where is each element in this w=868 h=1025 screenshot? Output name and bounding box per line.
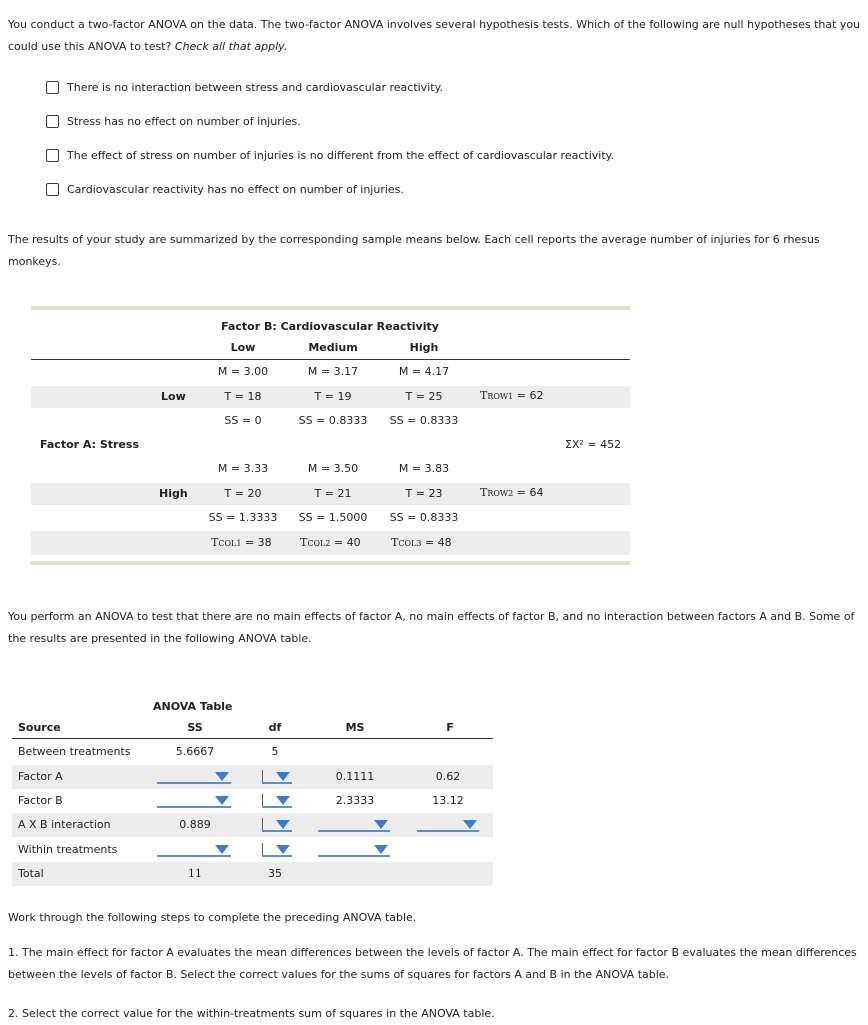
- anova-header-rule: [12, 738, 493, 739]
- option-label: The effect of stress on number of injuries is no different from the effect of cardiovascular reactivity.: [67, 148, 615, 162]
- cell-m: M = 3.50: [307, 462, 359, 475]
- table-top-band: [31, 306, 630, 310]
- cell-t: T = 21: [314, 487, 352, 500]
- factor-a-df-dropdown[interactable]: [262, 770, 292, 784]
- cell-m: M = 3.00: [217, 365, 269, 378]
- between-ss: 5.6667: [175, 745, 215, 758]
- cell-t: T = 18: [224, 390, 262, 403]
- factor-b-high: High: [409, 341, 439, 354]
- factor-a-title: Factor A: Stress: [40, 438, 139, 451]
- checkbox[interactable]: [46, 183, 59, 196]
- cell-t: T = 20: [224, 487, 262, 500]
- option-label: Cardiovascular reactivity has no effect on number of injuries.: [67, 182, 404, 196]
- question-text: You conduct a two-factor ANOVA on the data. The two-factor ANOVA involves several hypothesis tests. Which of the following are null hypotheses that you could use this ANOVA to test? Check all that apply.: [8, 18, 861, 53]
- checkbox[interactable]: [46, 149, 59, 162]
- factor-b-df-dropdown[interactable]: [262, 794, 292, 808]
- anova-title: ANOVA Table: [153, 700, 233, 713]
- cell-ss: SS = 0.8333: [298, 414, 368, 427]
- cell-t: T = 19: [314, 390, 352, 403]
- col1-total: TCOL1 = 38: [211, 536, 272, 549]
- factor-b-title: Factor B: Cardiovascular Reactivity: [221, 320, 439, 333]
- factor-a-ss-dropdown[interactable]: [157, 770, 231, 784]
- header-rule: [31, 359, 630, 360]
- sum-x2: ΣX² = 452: [565, 438, 622, 451]
- step-1: 1. The main effect for factor A evaluates the mean differences between the levels of factor A. The main effect for factor B evaluates the mean differences between the levels of factor B. Select the correct values for the sums of squares for factors A and B in the ANOVA table.: [8, 946, 857, 981]
- steps-intro: Work through the following steps to complete the preceding ANOVA table.: [8, 911, 417, 924]
- row2-total: TROW2 = 64: [480, 486, 544, 499]
- header-ms: MS: [345, 721, 365, 734]
- row-factor-b-label: Factor B: [18, 794, 63, 807]
- within-df-dropdown[interactable]: [262, 843, 292, 857]
- results-text: The results of your study are summarized by the corresponding sample means below. Each cell reports the average number of injuries for 6 rhesus monkeys.: [8, 233, 820, 268]
- factor-b-ss-dropdown[interactable]: [157, 794, 231, 808]
- header-source: Source: [18, 721, 61, 734]
- row-within-label: Within treatments: [18, 843, 118, 856]
- interaction-ms-dropdown[interactable]: [318, 818, 390, 832]
- row1-total: TROW1 = 62: [480, 389, 544, 402]
- factor-b-ms: 2.3333: [335, 794, 375, 807]
- between-df: 5: [271, 745, 279, 758]
- option-label: There is no interaction between stress and cardiovascular reactivity.: [67, 80, 444, 94]
- cell-m: M = 3.17: [307, 365, 359, 378]
- factor-a-f: 0.62: [435, 770, 461, 783]
- option-reactivity-effect[interactable]: [46, 180, 404, 198]
- row-shade: [12, 862, 493, 886]
- checkbox[interactable]: [46, 81, 59, 94]
- row-high-label: High: [159, 487, 188, 500]
- total-df: 35: [268, 867, 282, 880]
- option-stress-effect[interactable]: [46, 112, 301, 130]
- col2-total: TCOL2 = 40: [300, 536, 361, 549]
- cell-ss: SS = 0.8333: [389, 511, 459, 524]
- factor-b-low: Low: [230, 341, 256, 354]
- cell-ss: SS = 1.5000: [298, 511, 368, 524]
- header-ss: SS: [187, 721, 203, 734]
- option-effect-comparison[interactable]: [46, 146, 614, 164]
- factor-a-ms: 0.1111: [335, 770, 375, 783]
- row-between-label: Between treatments: [18, 745, 131, 758]
- cell-ss: SS = 1.3333: [208, 511, 278, 524]
- cell-ss: SS = 0.8333: [389, 414, 459, 427]
- header-df: df: [268, 721, 282, 734]
- col3-total: TCOL3 = 48: [391, 536, 452, 549]
- question-instruction: Check all that apply.: [174, 40, 288, 53]
- cell-m: M = 3.33: [217, 462, 269, 475]
- factor-b-medium: Medium: [308, 341, 358, 354]
- row-low-label: Low: [161, 390, 186, 403]
- option-interaction[interactable]: [46, 78, 443, 96]
- cell-m: M = 3.83: [398, 462, 450, 475]
- row-factor-a-label: Factor A: [18, 770, 63, 783]
- table-bottom-band: [31, 561, 630, 565]
- cell-t: T = 25: [405, 390, 443, 403]
- anova-intro: You perform an ANOVA to test that there are no main effects of factor A, no main effects of factor B, and no interaction between factors A and B. Some of the results are presented in the following ANOVA table.: [8, 610, 855, 645]
- within-ms-dropdown[interactable]: [318, 843, 390, 857]
- interaction-ss: 0.889: [179, 818, 211, 831]
- cell-t: T = 23: [405, 487, 443, 500]
- interaction-f-dropdown[interactable]: [417, 818, 479, 832]
- total-ss: 11: [188, 867, 202, 880]
- header-f: F: [446, 721, 454, 734]
- row-total-label: Total: [18, 867, 44, 880]
- within-ss-dropdown[interactable]: [157, 843, 231, 857]
- checkbox[interactable]: [46, 115, 59, 128]
- cell-m: M = 4.17: [398, 365, 450, 378]
- interaction-df-dropdown[interactable]: [262, 818, 292, 832]
- option-label: Stress has no effect on number of injuries.: [67, 114, 301, 128]
- cell-ss: SS = 0: [224, 414, 262, 427]
- step-2: 2. Select the correct value for the within-treatments sum of squares in the ANOVA table.: [8, 1007, 495, 1020]
- factor-b-f: 13.12: [432, 794, 464, 807]
- row-interaction-label: A X B interaction: [18, 818, 111, 831]
